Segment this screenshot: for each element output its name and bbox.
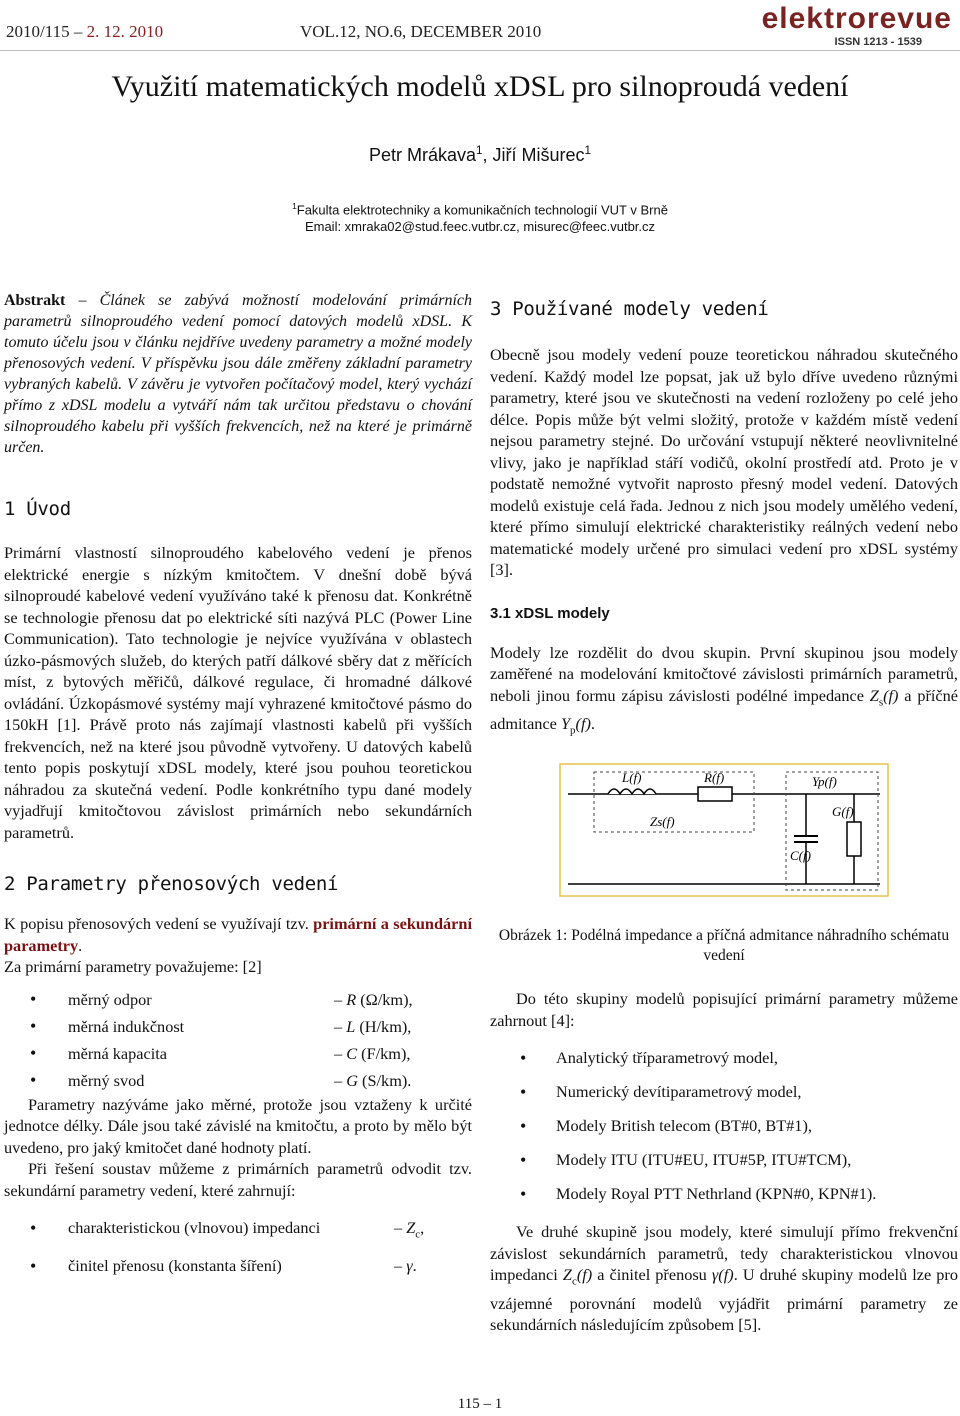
list-item: • Modely British telecom (BT#0, BT#1), bbox=[490, 1109, 958, 1143]
journal-logo bbox=[732, 4, 952, 50]
header-rule bbox=[0, 50, 960, 51]
label-Zs: Zs(f) bbox=[650, 814, 675, 829]
list-item: • Numerický devítiparametrový model, bbox=[490, 1075, 958, 1109]
section-2-text-3: Při řešení soustav můžeme z primárních parametrů odvodit tzv. sekundární parametry vedení, které zahrnují: bbox=[4, 1159, 472, 1200]
list-item: • Analytický tříparametrový model, bbox=[490, 1041, 958, 1075]
section-3-text: Obecně jsou modely vedení pouze teoretickou náhradou skutečného vedení. Každý model lze popsat, jak už bylo dříve uvedeno různými parametry, které jsou ve skutečnosti na vedení rozloženy po celé jeho délce. Popis může být velmi složitý, protože v každém místě vedení nejsou parametry stejné. Do určování vstupují některé neovlivnitelné vlivy, jako je například stáří vodičů, okolní prostředí atd. Proto je v podstatě nemožné vytvořit naprosto přesný model vedení. Datových modelů existuje celá řada. Jednou z nich jsou modely umělého vedení, které přímo simulují elektrické charakteristiky reálných vedení nebo matematické modely určené pro simulaci vedení pro xDSL systémy [3]. bbox=[490, 345, 958, 579]
label-L: L(f) bbox=[622, 770, 642, 785]
left-column bbox=[4, 290, 472, 1285]
list-item: • měrná kapacita – C (F/km), bbox=[4, 1040, 472, 1067]
equivalent-circuit-diagram bbox=[554, 760, 894, 900]
logo-wordmark: elektrorevue bbox=[761, 2, 952, 35]
email-line: Email: xmraka02@stud.feec.vutbr.cz, misurec@feec.vutbr.cz bbox=[304, 219, 656, 235]
abstract: Abstrakt – Článek se zabývá možností modelování primárních parametrů silnoproudého vedení pomocí datových modelů xDSL. K tomuto účelu jsou v článku nejdříve uvedeny parametry a možné modely přenosových vedení. V příspěvku jsou dále změřeny základní parametry vybraných kabelů. V závěru je vytvořen počítačový model, který vychází přímo z xDSL modelu a vytváří nám tak určitou představu o chování silnoproudého kabelu při vyšších frekvencích, než na které je primárně určen. bbox=[4, 292, 472, 456]
figure-caption: Obrázek 1: Podélná impedance a příčná admitance náhradního schématu vedení bbox=[498, 927, 950, 964]
label-R: R(f) bbox=[704, 770, 725, 785]
section-2-intro: K popisu přenosových vedení se využívají tzv. primární a sekundární parametry. bbox=[4, 914, 472, 955]
subsection-3-1-heading: 3.1 xDSL modely bbox=[490, 604, 610, 622]
authors: Petr Mrákava$^1$, Jiří Mišurec$^1$ bbox=[368, 144, 592, 165]
page-number: 115 – 1 bbox=[457, 1396, 503, 1412]
list-item: • měrný svod – G (S/km). bbox=[4, 1067, 472, 1094]
section-1-text: Primární vlastností silnoproudého kabelového vedení je přenos elektrické energie s nízkým kmitočtem. V dnešní době bývá silnoproudé kabelové vedení využíváno také k přenosu dat. Konkrétně se technologie přenosu dat po elektrické síti nazývá PLC (Power Line Communication). Tato technologie je nejvíce využívána v oblastech úzko-pásmových služeb, do kterých patří dálkové sběry dat z měřících míst, z bytových měřičů, dálkové regulace, či hromadné dálkové ovládání. Úzkopásmové systémy mají vyhrazené kmitočtové pásmo do 150kH [1]. Právě proto nás zajímají vlastnosti kabelů při vyšších frekvencích, než na které jsou původně vytvořeny. U datových kabelů tento popis poskytují xDSL modely, které jsou pouhou teoretickou náhradou za skutečná vedení. Podle konkrétního typu dané modely vyjadřují kmitočtovou závislost primárních nebo sekundárních parametrů. bbox=[4, 543, 472, 842]
section-3-text-2: Ve druhé skupině jsou modely, které simulují přímo frekvenční závislost sekundárních parametrů, tedy charakteristickou vlnovou impedanci $Z_c(f)$ a činitel přenosu γ(f). U druhé skupiny modelů lze pro vzájemné porovnání modelů vyjádřit primární parametry ze sekundárních následujícím způsobem [5]. bbox=[490, 1222, 958, 1335]
primary-parameter-list bbox=[4, 986, 472, 1094]
list-item: • Modely Royal PTT Nethrland (KPN#0, KPN#1). bbox=[490, 1177, 958, 1211]
section-2-heading: 2 Parametry přenosových vedení bbox=[4, 873, 339, 895]
section-3-heading: 3 Používané modely vedení bbox=[490, 298, 769, 320]
logo-issn: ISSN 1213 - 1539 bbox=[834, 36, 922, 48]
resistor-symbol bbox=[698, 787, 732, 801]
subsection-3-1-text: Modely lze rozdělit do dvou skupin. První skupinou jsou modely zaměřené na modelování kmitočtové závislosti primárních parametrů, neboli jinou formu zápisu závislosti podélné impedance $Z_s(f)$ a příčné admitance $Y_p(f)$. bbox=[490, 642, 959, 737]
affiliation: $^1$Fakulta elektrotechniky a komunikačních technologií VUT v Brně Email: xmraka02@stud.feec.vutbr.cz, misurec@feec.vutbr.cz bbox=[0, 198, 960, 235]
right-column bbox=[490, 298, 958, 1336]
list-item: • Modely ITU (ITU#EU, ITU#5P, ITU#TCM), bbox=[490, 1143, 958, 1177]
list-item: • měrný odpor – R (Ω/km), bbox=[4, 986, 472, 1013]
label-G: G(f) bbox=[832, 804, 854, 819]
list-item: • měrná indukčnost – L (H/km), bbox=[4, 1013, 472, 1040]
label-C: C(f) bbox=[790, 848, 811, 863]
conductance-symbol bbox=[847, 822, 861, 856]
paper-title: Využití matematických modelů xDSL pro silnoproudá vedení bbox=[111, 70, 849, 103]
header-volume: VOL.12, NO.6, DECEMBER 2010 bbox=[300, 22, 542, 41]
label-Yp: Yp(f) bbox=[812, 774, 837, 789]
section-2-text-2: Parametry nazýváme jako měrné, protože jsou vztaženy k určité jednotce délky. Dále jsou také závislé na kmitočtu, a proto by mělo být uvedeno, pro jaký kmitočet dané hodnoty platí. bbox=[4, 1094, 472, 1157]
header-issue: 2010/115 – 2. 12. 2010 bbox=[6, 22, 164, 41]
section-1-heading: 1 Úvod bbox=[4, 498, 71, 520]
list-item: • činitel přenosu (konstanta šíření) – γ. bbox=[4, 1247, 472, 1285]
model-list bbox=[490, 1041, 958, 1211]
secondary-parameter-list bbox=[4, 1209, 472, 1285]
list-item: • charakteristickou (vlnovou) impedanci – $Z_c$, bbox=[4, 1209, 472, 1247]
section-2-intro2: Za primární parametry považujeme: [2] bbox=[4, 957, 262, 976]
models-intro: Do této skupiny modelů popisující primární parametry můžeme zahrnout [4]: bbox=[490, 989, 958, 1030]
